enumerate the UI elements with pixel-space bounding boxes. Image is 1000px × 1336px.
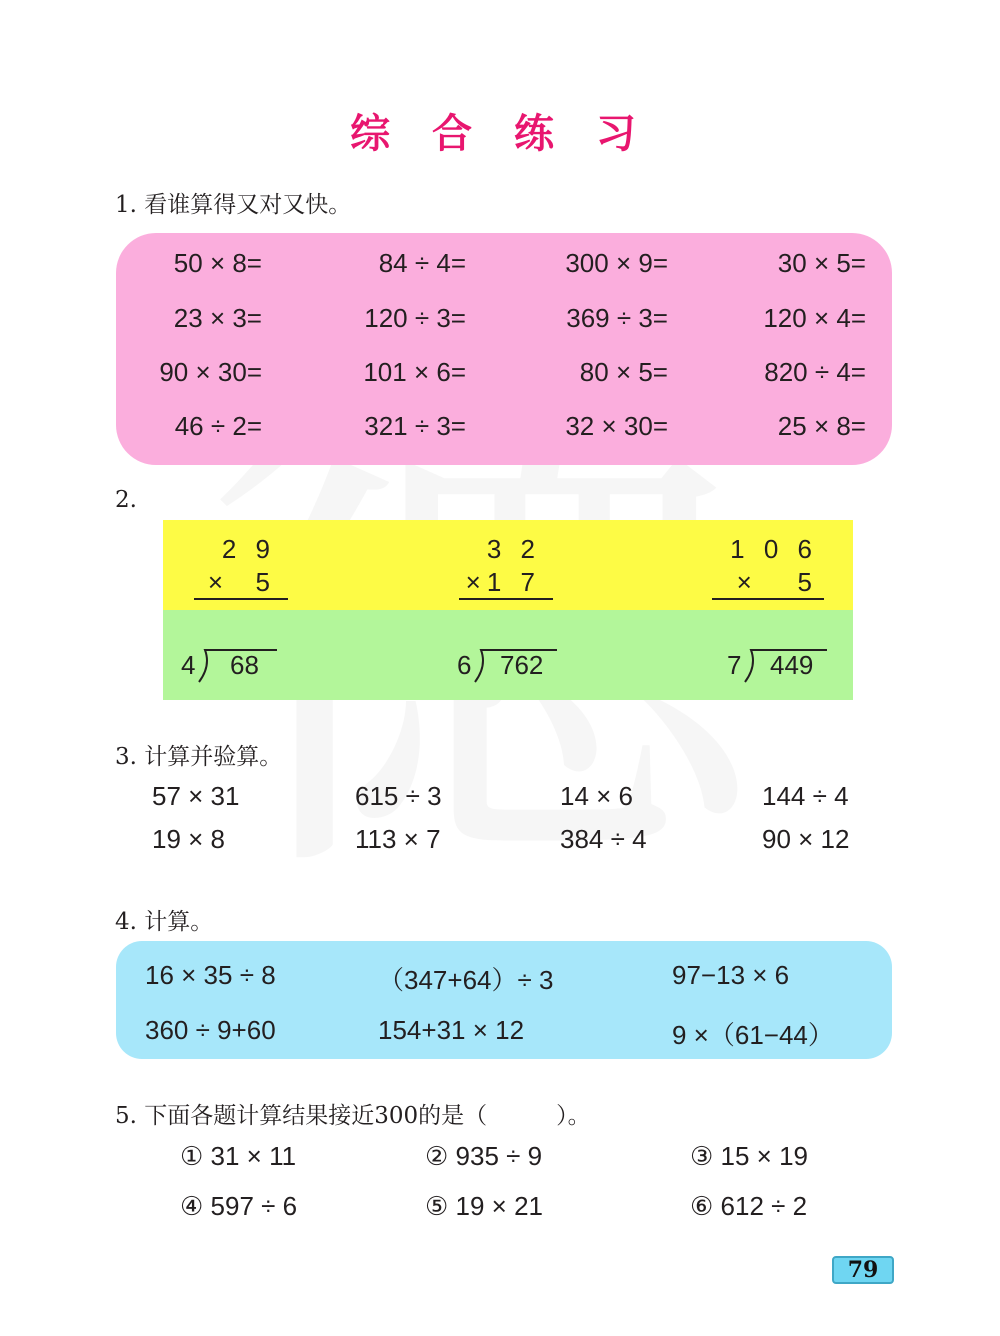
q1-expr: 321 ÷ 3= [364, 411, 466, 441]
divisor: 6 [457, 650, 472, 680]
q4-expr: 97−13 × 6 [672, 960, 790, 990]
divisor: 7 [727, 650, 742, 680]
long-division [457, 650, 567, 686]
q3-expr: 90 × 12 [762, 824, 850, 854]
q3-expr: 384 ÷ 4 [560, 824, 647, 854]
underline [459, 598, 553, 600]
q1-expr: 820 ÷ 4= [764, 357, 866, 387]
q1-expr: 120 × 4= [763, 303, 866, 333]
q3-expr: 14 × 6 [560, 781, 634, 811]
vertical-multiplication [459, 534, 555, 604]
q3-expr: 113 × 7 [355, 824, 441, 854]
q1-expr: 50 × 8= [173, 248, 262, 278]
underline [194, 598, 288, 600]
q4-expr: 154+31 × 12 [378, 1015, 525, 1045]
q3-expr: 19 × 8 [152, 824, 226, 854]
q5-option: ⑤ 19 × 21 [425, 1191, 544, 1221]
multiplier: × 5 [736, 567, 818, 597]
q3-expr: 57 × 31 [152, 781, 240, 811]
question-2-label: 2. [115, 487, 137, 513]
multiplicand: 3 2 [486, 534, 541, 564]
q1-expr: 23 × 3= [173, 303, 262, 333]
q5-option: ③ 15 × 19 [690, 1141, 809, 1171]
multiplicand: 2 9 [221, 534, 276, 564]
multiplicand: 1 0 6 [730, 534, 818, 564]
q5-option: ⑥ 612 ÷ 2 [690, 1191, 808, 1221]
q1-expr: 90 × 30= [159, 357, 262, 387]
q1-expr: 32 × 30= [565, 411, 668, 441]
dividend: 449 [770, 650, 814, 680]
page-title: 综 合 练 习 [350, 111, 650, 157]
q1-expr: 30 × 5= [777, 248, 866, 278]
q1-expr: 369 ÷ 3= [566, 303, 668, 333]
q3-expr: 144 ÷ 4 [762, 781, 849, 811]
q1-expr: 300 × 9= [565, 248, 668, 278]
q1-expr: 120 ÷ 3= [364, 303, 466, 333]
multiplier: ×1 7 [465, 567, 541, 597]
dividend: 762 [500, 650, 544, 680]
q5-option: ② 935 ÷ 9 [425, 1141, 543, 1171]
q1-expr: 25 × 8= [777, 411, 866, 441]
question-5-label: 5. 下面各题计算结果接近300的是（ ）。 [115, 1103, 591, 1129]
vertical-multiplication [194, 534, 290, 604]
page-number: 79 [832, 1256, 894, 1284]
q5-option: ① 31 × 11 [180, 1141, 297, 1171]
q1-expr: 46 ÷ 2= [174, 411, 262, 441]
q1-expr: 84 ÷ 4= [378, 248, 466, 278]
q4-expr: 360 ÷ 9+60 [145, 1015, 276, 1045]
q5-option: ④ 597 ÷ 6 [180, 1191, 298, 1221]
vertical-multiplication [712, 534, 826, 604]
dividend: 68 [230, 650, 259, 680]
question-1-label: 1. 看谁算得又对又快。 [115, 192, 352, 218]
q4-expr: 9 ×（61−44） [672, 1020, 834, 1050]
q4-expr: （347+64）÷ 3 [378, 965, 554, 995]
long-division [727, 650, 837, 686]
divisor: 4 [181, 650, 196, 680]
question-3-label: 3. 计算并验算。 [115, 744, 283, 770]
underline [712, 598, 824, 600]
q3-expr: 615 ÷ 3 [355, 781, 442, 811]
long-division [181, 650, 281, 686]
q1-expr: 101 × 6= [363, 357, 466, 387]
q4-expr: 16 × 35 ÷ 8 [145, 960, 276, 990]
q1-expr: 80 × 5= [579, 357, 668, 387]
multiplier: × 5 [207, 567, 276, 597]
question-4-label: 4. 计算。 [115, 909, 214, 935]
